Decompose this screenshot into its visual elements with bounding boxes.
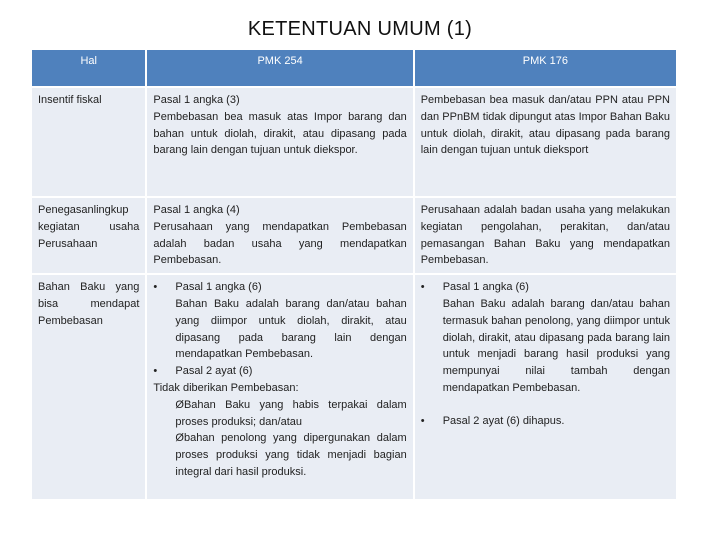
cell-pmk176-insentif: Pembebasan bea masuk dan/atau PPN atau PPN dan PPnBM tidak dipungut atas Impor Bahan Baku untuk diolah, dirakit, atau dipasang pada barang lain dengan tujuan untuk dieksport xyxy=(415,88,676,196)
bullet-item xyxy=(421,413,670,430)
cell-pmk176-bahan-baku xyxy=(415,275,676,499)
table-row xyxy=(32,275,676,499)
article-ref: Pasal 1 angka (4) xyxy=(153,204,240,216)
arrow-item xyxy=(153,430,406,480)
cell-pmk254-lingkup xyxy=(147,198,412,273)
article-text: Pembebasan bea masuk atas Impor barang dan bahan untuk diolah, dirakit, atau dipasang pada barang lain dengan tujuan untuk diekspor. xyxy=(153,110,407,157)
bullet-icon: • xyxy=(420,414,425,427)
bullet-item xyxy=(153,279,406,296)
arrow-icon: Ø xyxy=(175,432,184,445)
arrow-item xyxy=(153,397,406,431)
header-pmk-254: PMK 254 xyxy=(147,50,412,86)
arrow-icon: Ø xyxy=(175,398,184,411)
row-label-bahan-baku: Bahan Baku yang bisa mendapat Pembebasan xyxy=(32,275,145,499)
bullet-title: Pasal 1 angka (6) xyxy=(442,281,529,294)
bullet-item xyxy=(153,363,406,380)
bullet-title: Pasal 1 angka (6) xyxy=(175,281,262,294)
comparison-table xyxy=(30,48,678,501)
bullet-icon: • xyxy=(153,365,158,378)
page-title: KETENTUAN UMUM (1) xyxy=(247,18,473,40)
lead-text: Tidak diberikan Pembebasan: xyxy=(153,381,299,394)
arrow-text: bahan penolong yang dipergunakan dalam proses produksi yang tidak menjadi bagian integral dari hasil produksi. xyxy=(175,432,407,478)
bullet-text: Pasal 2 ayat (6) dihapus. xyxy=(442,414,565,427)
table-header-row xyxy=(32,50,676,86)
bullet-icon: • xyxy=(420,281,425,294)
cell-pmk176-lingkup: Perusahaan adalah badan usaha yang melakukan kegiatan pengolahan, perakitan, dan/atau pemasangan Bahan Baku yang mendapatkan Pembebasan. xyxy=(415,198,676,273)
cell-pmk254-insentif xyxy=(147,88,412,196)
table-row xyxy=(32,198,676,273)
header-hal: Hal xyxy=(32,50,145,86)
cell-pmk254-bahan-baku xyxy=(147,275,412,499)
bullet-text: Bahan Baku adalah barang dan/atau bahan yang diimpor untuk diolah, dirakit, atau dipasang pada barang lain dengan mendapatkan Pembebasan. xyxy=(175,297,407,361)
bullet-item xyxy=(421,279,670,296)
header-pmk-176: PMK 176 xyxy=(415,50,676,86)
bullet-title: Pasal 2 ayat (6) xyxy=(175,365,253,378)
row-label-lingkup: Penegasanlingkup kegiatan usaha Perusahaan xyxy=(32,198,145,273)
table-row xyxy=(32,88,676,196)
article-text: Perusahaan yang mendapatkan Pembebasan adalah badan usaha yang mendapatkan Pembebasan. xyxy=(153,220,407,267)
row-label-insentif: Insentif fiskal xyxy=(32,88,145,196)
bullet-icon: • xyxy=(153,281,158,294)
article-ref: Pasal 1 angka (3) xyxy=(153,94,240,106)
bullet-text: Bahan Baku adalah barang dan/atau bahan termasuk bahan penolong, yang diimpor untuk diolah, dirakit, atau dipasang pada barang lain untuk menjadi barang hasil produksi yang mempunyai nilai tambah dengan mendapatkan Pembebasan. xyxy=(442,297,670,394)
arrow-text: Bahan Baku yang habis terpakai dalam proses produksi; dan/atau xyxy=(175,398,407,428)
